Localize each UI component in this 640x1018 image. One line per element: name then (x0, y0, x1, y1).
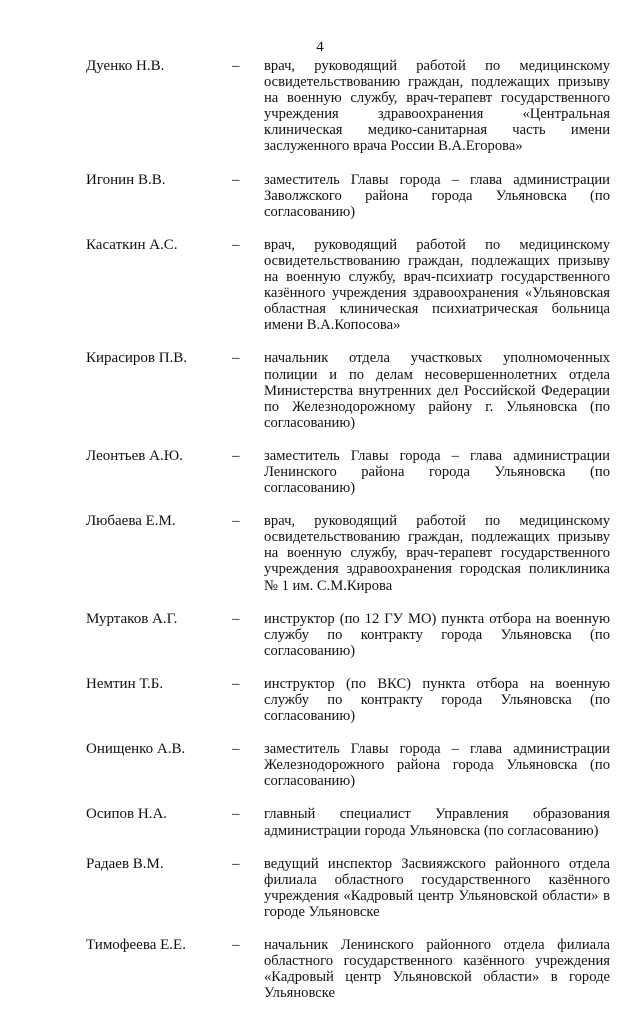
member-name: Любаева Е.М. (86, 513, 176, 530)
member-name: Касаткин А.С. (86, 236, 178, 253)
member-position: начальник Ленинского районного отдела филиала областного государственного казённого учреждения «Кадровый центр Ульяновской области» в городе Ульяновске (264, 937, 610, 1002)
member-position: врач, руководящий работой по медицинскому освидетельствованию граждан, подлежащих призыву на военную службу, врач-терапевт государственного учреждения здравоохранения «Центральная клиническая медико-санитарная часть имени заслуженного врача России В.А.Егорова» (264, 58, 610, 155)
member-name: Кирасиров П.В. (86, 350, 188, 367)
list-item (0, 741, 640, 789)
member-position: заместитель Главы города – глава администрации Ленинского района города Ульяновска (по согласованию) (264, 447, 610, 497)
list-item (0, 937, 640, 1001)
member-position: инструктор (по ВКС) пункта отбора на военную службу по контракту города Ульяновска (по согласованию) (264, 675, 610, 725)
list-item (0, 237, 640, 334)
list-item (0, 350, 640, 430)
dash-separator: – (232, 806, 240, 823)
page-number: 4 (316, 39, 324, 55)
member-list (0, 58, 640, 1018)
member-name: Осипов Н.А. (86, 806, 168, 823)
list-item (0, 856, 640, 920)
dash-separator: – (232, 741, 240, 758)
member-position: главный специалист Управления образования администрации города Ульяновска (по согласованию) (264, 806, 610, 839)
member-name: Тимофеева Е.Е. (86, 937, 186, 954)
list-item (0, 806, 640, 838)
member-name: Онищенко А.В. (86, 741, 186, 758)
dash-separator: – (232, 58, 240, 74)
dash-separator: – (232, 350, 240, 367)
member-position: заместитель Главы города – глава администрации Железнодорожного района города Ульяновска (по согласованию) (264, 741, 610, 790)
member-position: врач, руководящий работой по медицинскому освидетельствованию граждан, подлежащих призыву на военную службу, врач-психиатр государственного казённого учреждения здравоохранения «Ульяновская областная клиническая психиатрическая больница имени В.А.Копосова» (264, 236, 610, 334)
member-position: начальник отдела участковых уполномоченных полиции и по делам несовершеннолетних отдела Министерства внутренних дел Российской Федерации по Железнодорожному району г. Ульяновска (по согласованию) (264, 350, 610, 431)
dash-separator: – (232, 937, 240, 954)
list-item (0, 172, 640, 220)
member-name: Муртаков А.Г. (86, 610, 178, 627)
member-name: Дуенко Н.В. (86, 58, 165, 74)
list-item (0, 513, 640, 593)
dash-separator: – (232, 513, 240, 530)
list-item (0, 611, 640, 659)
list-item (0, 58, 640, 155)
member-position: инструктор (по 12 ГУ МО) пункта отбора на военную службу по контракту города Ульяновска (по согласованию) (264, 610, 610, 659)
member-name: Леонтьев А.Ю. (86, 447, 183, 464)
member-name: Радаев В.М. (86, 855, 164, 872)
member-position: врач, руководящий работой по медицинскому освидетельствованию граждан, подлежащих призыву на военную службу, врач-терапевт государственного учреждения здравоохранения городская поликлиника № 1 им. С.М.Кирова (264, 513, 610, 594)
member-name: Игонин В.В. (86, 171, 166, 188)
dash-separator: – (232, 236, 240, 253)
dash-separator: – (232, 171, 240, 188)
list-item (0, 676, 640, 724)
dash-separator: – (232, 447, 240, 464)
member-position: заместитель Главы города – глава администрации Заволжского района города Ульяновска (по согласованию) (264, 171, 610, 220)
dash-separator: – (232, 855, 240, 872)
dash-separator: – (232, 610, 240, 627)
member-name: Немтин Т.Б. (86, 675, 164, 692)
dash-separator: – (232, 675, 240, 692)
list-item (0, 448, 640, 496)
member-position: ведущий инспектор Засвияжского районного отдела филиала областного государственного казённого учреждения «Кадровый центр Ульяновской области» в городе Ульяновске (264, 855, 610, 920)
